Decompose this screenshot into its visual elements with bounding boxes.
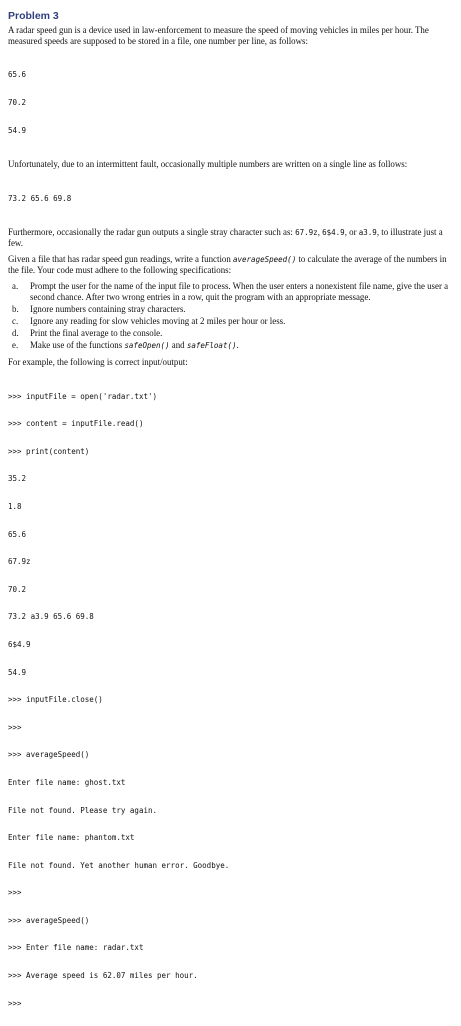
- task-text: Given a file that has radar speed gun readings, write a function: [8, 254, 233, 265]
- code-block-session: [8, 373, 453, 1026]
- code-line: >>>: [8, 888, 22, 898]
- spec-item: [8, 328, 453, 339]
- intro-paragraph: A radar speed gun is a device used in law-enforcement to measure the speed of moving vehicles in miles per hour. The measured speeds are supposed to be stored in a file, one number per line, as follows:: [8, 25, 429, 46]
- spec-marker: d.: [12, 328, 19, 339]
- spec-item: [8, 304, 453, 315]
- spec-list: [8, 281, 453, 351]
- code-line: >>> averageSpeed(): [8, 750, 90, 760]
- spec-text: Ignore any reading for slow vehicles moving at 2 miles per hour or less.: [30, 316, 286, 327]
- task-paragraph: [8, 254, 453, 276]
- spec-marker: c.: [12, 316, 19, 327]
- code-line: 65.6: [8, 70, 27, 80]
- code-line: 65.6: [8, 529, 27, 539]
- stray-example: a3.9: [358, 228, 377, 238]
- code-line: >>> inputFile.close(): [8, 695, 103, 705]
- code-line: 73.2 a3.9 65.6 69.8: [8, 612, 94, 622]
- spec-item: [8, 316, 453, 327]
- spec-marker: e.: [12, 340, 19, 351]
- code-line: >>> inputFile = open('radar.txt'): [8, 391, 158, 401]
- code-line: 67.9z: [8, 557, 31, 567]
- code-line: 35.2: [8, 474, 27, 484]
- code-line: File not found. Please try again.: [8, 805, 158, 815]
- code-line: Enter file name: phantom.txt: [8, 833, 135, 843]
- code-line: 1.8: [8, 501, 22, 511]
- code-line: >>>: [8, 722, 22, 732]
- code-block-multi: [8, 175, 453, 221]
- fault-paragraph: Unfortunately, due to an intermittent fault, occasionally multiple numbers are written on a single line as follows:: [8, 159, 408, 170]
- stray-text: Furthermore, occasionally the radar gun outputs a single stray character such as:: [8, 227, 296, 238]
- function-name: safeOpen(): [124, 341, 170, 351]
- code-line: >>> averageSpeed(): [8, 915, 90, 925]
- code-line: >>> Enter file name: radar.txt: [8, 943, 144, 953]
- code-line: 70.2: [8, 584, 27, 594]
- spec-text: Print the final average to the console.: [30, 328, 163, 339]
- code-line: 70.2: [8, 98, 27, 107]
- spec-item: [8, 340, 453, 351]
- code-line: 73.2 65.6 69.8: [8, 193, 72, 203]
- code-block-readings: [8, 52, 453, 153]
- function-name: safeFloat(): [186, 341, 237, 351]
- spec-item: [8, 281, 453, 303]
- function-name: averageSpeed(): [233, 255, 297, 265]
- example-intro: For example, the following is correct input/output:: [8, 357, 188, 368]
- code-line: >>>: [8, 998, 22, 1008]
- stray-example: 67.9z: [295, 228, 318, 238]
- code-line: >>> Average speed is 62.07 miles per hour.: [8, 971, 198, 981]
- spec-text-part: Make use of the functions: [30, 340, 125, 351]
- code-line: 54.9: [8, 667, 27, 677]
- spec-text: Ignore numbers containing stray characters.: [30, 304, 186, 315]
- code-line: File not found. Yet another human error. Goodbye.: [8, 860, 230, 870]
- spec-text: Prompt the user for the name of the input file to process. When the user enters a nonexistent file name, give the user a second chance. After two wrong entries in a row, quit the program with an appropriate message.: [30, 281, 449, 303]
- code-line: 54.9: [8, 125, 27, 135]
- stray-example: 6$4.9: [322, 228, 345, 238]
- code-line: >>> content = inputFile.read(): [8, 419, 144, 429]
- spec-marker: a.: [12, 281, 19, 292]
- stray-text: , to illustrate just a few.: [8, 227, 443, 249]
- spec-text-part: .: [236, 340, 239, 351]
- spec-text-part: and: [169, 340, 187, 351]
- task-text: to calculate the average of the numbers in the file. Your code must adhere to the following specifications:: [8, 254, 447, 276]
- spec-text: [30, 340, 453, 351]
- stray-paragraph: Furthermore, occasionally the radar gun outputs a single stray character such as: 67.9z, 6$4.9, or a3.9, to illustrate just a few.: [8, 227, 443, 249]
- code-line: Enter file name: ghost.txt: [8, 777, 126, 787]
- problem-title: Problem 3: [8, 10, 59, 22]
- spec-marker: b.: [12, 304, 19, 315]
- code-line: >>> print(content): [8, 446, 90, 456]
- code-line: 6$4.9: [8, 639, 31, 649]
